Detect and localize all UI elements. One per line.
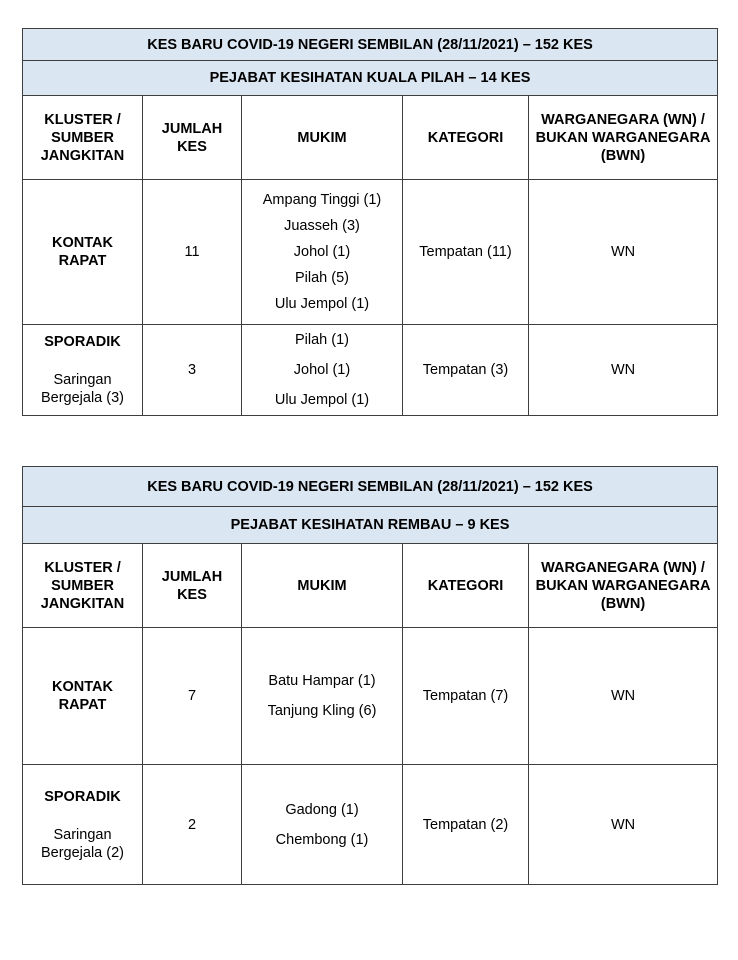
mukim-cell [242,325,403,416]
mukim-item: Chembong (1) [275,831,369,848]
source-label: Saringan Bergejala (3) [40,372,124,406]
office-title: PEJABAT KESIHATAN KUALA PILAH – 14 KES [23,61,718,96]
mukim-item: Johol (1) [293,362,351,378]
kategori-cell: Tempatan (2) [403,765,529,885]
mukim-item: Tanjung Kling (6) [267,703,377,719]
kluster-cell [23,325,143,416]
mukim-cell [242,180,403,325]
table-row [23,180,718,325]
mukim-item: Pilah (1) [295,332,349,348]
col-header-jumlah: JUMLAH KES [143,544,242,628]
jumlah-cell: 7 [143,628,242,765]
mukim-cell [242,765,403,885]
col-header-mukim: MUKIM [242,544,403,628]
col-header-kategori: KATEGORI [403,544,529,628]
mukim-cell [242,628,403,765]
mukim-item: Ulu Jempol (1) [274,392,370,408]
col-header-kategori: KATEGORI [403,96,529,180]
mukim-item: Pilah (5) [295,270,349,286]
mukim-item: Johol (1) [293,244,351,260]
warganegara-cell: WN [529,628,718,765]
kategori-cell: Tempatan (3) [403,325,529,416]
mukim-item: Ulu Jempol (1) [274,296,370,312]
mukim-item: Ampang Tinggi (1) [262,192,382,208]
col-header-kluster: KLUSTER / SUMBER JANGKITAN [23,544,143,628]
table-title: KES BARU COVID-19 NEGERI SEMBILAN (28/11/2021) – 152 KES [23,467,718,507]
rembau-table [22,466,718,885]
jumlah-cell: 2 [143,765,242,885]
mukim-item: Juasseh (3) [284,218,360,234]
office-title: PEJABAT KESIHATAN REMBAU – 9 KES [23,507,718,544]
kluster-cell: KONTAK RAPAT [23,628,143,765]
col-header-warganegara: WARGANEGARA (WN) / BUKAN WARGANEGARA (BWN) [529,544,718,628]
warganegara-cell: WN [529,180,718,325]
col-header-warganegara: WARGANEGARA (WN) / BUKAN WARGANEGARA (BWN) [529,96,718,180]
table-row [23,325,718,416]
col-header-jumlah: JUMLAH KES [143,96,242,180]
warganegara-cell: WN [529,765,718,885]
kategori-cell: Tempatan (7) [403,628,529,765]
mukim-item: Batu Hampar (1) [268,673,376,689]
jumlah-cell: 11 [143,180,242,325]
table-row [23,765,718,885]
warganegara-cell: WN [529,325,718,416]
kategori-cell: Tempatan (11) [403,180,529,325]
kluster-label: SPORADIK [44,334,121,350]
table-title: KES BARU COVID-19 NEGERI SEMBILAN (28/11/2021) – 152 KES [23,29,718,61]
mukim-item: Gadong (1) [285,801,359,818]
kluster-cell [23,765,143,885]
kluster-cell: KONTAK RAPAT [23,180,143,325]
source-label: Saringan Bergejala (2) [40,826,124,861]
kluster-label: SPORADIK [44,788,121,805]
table-row [23,628,718,765]
jumlah-cell: 3 [143,325,242,416]
col-header-kluster: KLUSTER / SUMBER JANGKITAN [23,96,143,180]
kuala-pilah-table [22,28,718,416]
col-header-mukim: MUKIM [242,96,403,180]
